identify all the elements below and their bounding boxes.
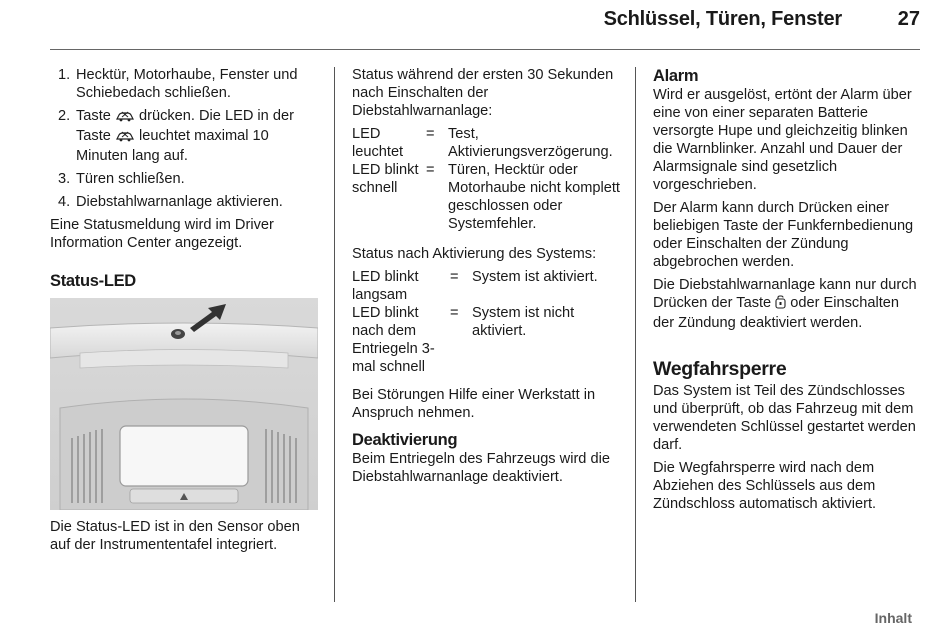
table-row — [352, 125, 620, 161]
key-fob-unlock-icon — [775, 295, 786, 314]
table-cell-meaning: Test, Aktivierungsverzögerung. — [448, 126, 613, 160]
immobilizer-paragraph-2: Die Wegfahrsperre wird nach dem Abziehen des Schlüssels aus dem Zündschloss automatisch aktiviert. — [653, 460, 877, 512]
list-item-text: Türen schließen. — [76, 171, 185, 187]
column-left — [50, 66, 318, 559]
list-item-text: Diebstahlwarnanlage aktivieren. — [76, 194, 283, 210]
dashboard-illustration — [50, 298, 318, 510]
table-row — [352, 304, 620, 376]
deactivation-paragraph: Beim Entriegeln des Fahrzeugs wird die Diebstahlwarnanlage deaktiviert. — [352, 451, 610, 485]
status-after-activation-paragraph: Status nach Aktivierung des Systems: — [352, 246, 597, 262]
status-message-paragraph: Eine Statusmeldung wird im Driver Information Center angezeigt. — [50, 217, 274, 251]
list-item — [50, 66, 318, 102]
figure-caption: Die Status-LED ist in den Sensor oben auf der Instrumententafel integriert. — [50, 519, 300, 553]
fault-note-paragraph: Bei Störungen Hilfe einer Werkstatt in Anspruch nehmen. — [352, 387, 596, 421]
car-lock-icon — [115, 109, 135, 127]
deactivation-heading: Deaktivierung — [352, 431, 458, 449]
list-item-text-part: Taste — [76, 108, 115, 124]
list-item-text-part: drücken. Die LED in der Taste — [76, 108, 294, 144]
column-right — [653, 66, 921, 518]
list-item-text: Hecktür, Motorhaube, Fenster und Schiebedach schließen. — [76, 67, 298, 101]
table-cell-state: LED leuchtet — [352, 126, 404, 160]
header-divider — [50, 49, 920, 50]
table-cell-equals: = — [450, 269, 459, 285]
page-header-title: Schlüssel, Türen, Fenster — [603, 8, 842, 30]
table-cell-equals: = — [426, 162, 435, 178]
immobilizer-paragraph-1: Das System ist Teil des Zündschlosses und überprüft, ob das Fahrzeug mit dem verwendeten Schlüssel gestartet werden darf. — [653, 383, 916, 453]
alarm-paragraph-3-part: oder Einschalten der Zündung deaktiviert werden. — [653, 295, 899, 331]
table-row — [352, 268, 620, 304]
alarm-paragraph-1: Wird er ausgelöst, ertönt der Alarm über eine von einer separaten Batterie versorgte Hupe und gleichzeitig blinken die Warnblinker. Anzahl und Dauer der Alarmsignale sind gesetzlich vorgeschrieben. — [653, 87, 912, 193]
page-number: 27 — [897, 8, 920, 30]
column-middle — [352, 66, 620, 491]
immobilizer-heading: Wegfahrsperre — [653, 358, 787, 380]
table-cell-meaning: System ist aktiviert. — [472, 269, 598, 285]
activation-steps-list — [50, 66, 318, 211]
contents-link[interactable]: Inhalt — [874, 610, 912, 626]
list-item — [50, 170, 318, 188]
list-item-text-part: leuchtet maximal 10 Minuten lang auf. — [76, 128, 269, 164]
alarm-paragraph-3 — [653, 276, 921, 332]
alarm-heading: Alarm — [653, 67, 699, 85]
list-item — [50, 193, 318, 211]
column-divider — [635, 67, 636, 602]
list-item-number: 3. — [58, 171, 71, 187]
status-led-heading: Status-LED — [50, 272, 136, 290]
list-item-number: 2. — [58, 108, 71, 124]
status-intro-paragraph: Status während der ersten 30 Sekunden nach Einschalten der Diebstahlwarnanlage: — [352, 67, 614, 119]
alarm-paragraph-3-part: Die Diebstahlwarnanlage kann nur durch Drücken der Taste — [653, 277, 917, 311]
status-table-first30 — [352, 125, 620, 233]
status-table-after-activation — [352, 268, 620, 376]
table-cell-state: LED blinkt langsam — [352, 269, 419, 303]
car-lock-icon — [115, 129, 135, 147]
status-led-figure — [50, 298, 318, 510]
table-cell-meaning: Türen, Hecktür oder Motorhaube nicht komplett geschlossen oder Systemfehler. — [448, 162, 620, 232]
table-cell-state: LED blinkt schnell — [352, 162, 419, 196]
table-cell-state: LED blinkt nach dem Entriegeln 3-mal schnell — [352, 305, 435, 375]
list-item-number: 1. — [58, 67, 71, 83]
table-cell-equals: = — [450, 305, 459, 321]
column-divider — [334, 67, 335, 602]
list-item-number: 4. — [58, 194, 71, 210]
alarm-paragraph-2: Der Alarm kann durch Drücken einer beliebigen Taste der Funkfernbedienung oder Einschalten der Zündung abgebrochen werden. — [653, 200, 914, 270]
table-cell-meaning: System ist nicht aktiviert. — [472, 305, 575, 339]
table-cell-equals: = — [426, 126, 435, 142]
table-row — [352, 161, 620, 233]
list-item — [50, 107, 318, 165]
